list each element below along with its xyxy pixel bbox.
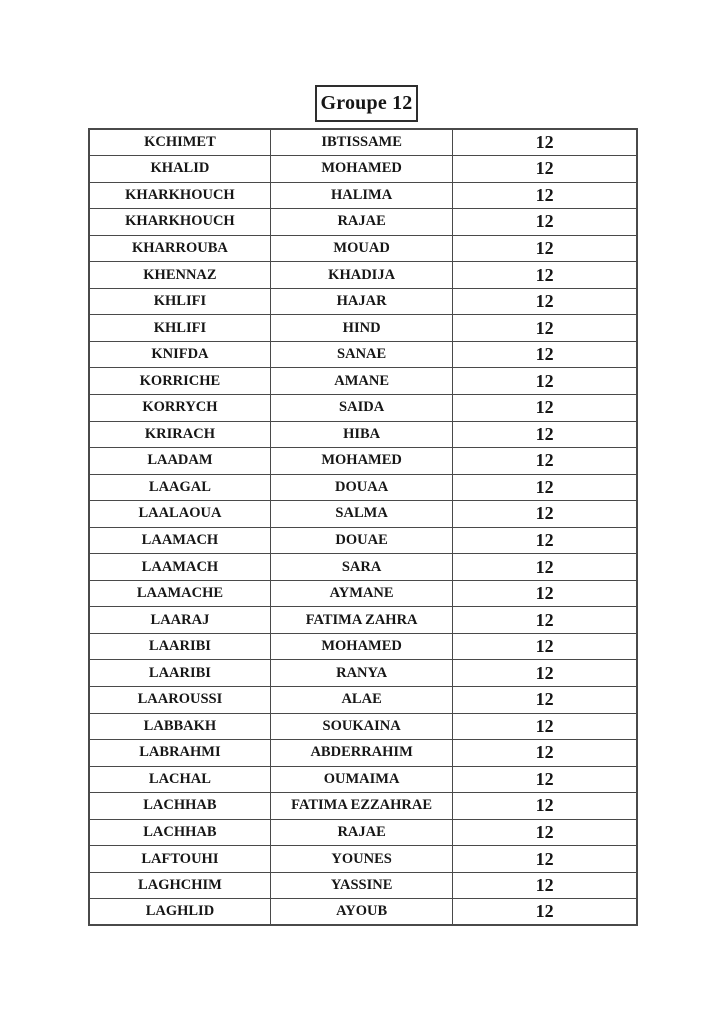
table-row [89, 554, 637, 581]
table-row [89, 713, 637, 740]
last-name-cell: LAALAOUA [89, 501, 270, 528]
group-cell: 12 [453, 129, 637, 156]
table-row [89, 793, 637, 820]
last-name-cell: KORRYCH [89, 394, 270, 421]
table-row [89, 448, 637, 475]
table-row [89, 633, 637, 660]
last-name-cell: LAARAJ [89, 607, 270, 634]
first-name-cell: YOUNES [270, 846, 452, 873]
table-row [89, 394, 637, 421]
last-name-cell: LAAGAL [89, 474, 270, 501]
first-name-cell: AYMANE [270, 580, 452, 607]
group-cell: 12 [453, 872, 637, 899]
table-row [89, 872, 637, 899]
last-name-cell: LAFTOUHI [89, 846, 270, 873]
table-row [89, 607, 637, 634]
group-cell: 12 [453, 899, 637, 926]
last-name-cell: KNIFDA [89, 341, 270, 368]
first-name-cell: YASSINE [270, 872, 452, 899]
group-title-box [315, 85, 418, 122]
group-cell: 12 [453, 713, 637, 740]
first-name-cell: DOUAE [270, 527, 452, 554]
first-name-cell: RAJAE [270, 209, 452, 236]
first-name-cell: HIND [270, 315, 452, 342]
last-name-cell: LAAMACHE [89, 580, 270, 607]
group-cell: 12 [453, 633, 637, 660]
group-cell: 12 [453, 235, 637, 262]
first-name-cell: FATIMA EZZAHRAE [270, 793, 452, 820]
table-row [89, 209, 637, 236]
table-row [89, 341, 637, 368]
last-name-cell: KHALID [89, 156, 270, 183]
last-name-cell: LAAMACH [89, 527, 270, 554]
group-cell: 12 [453, 182, 637, 209]
table-row [89, 182, 637, 209]
group-cell: 12 [453, 740, 637, 767]
first-name-cell: SANAE [270, 341, 452, 368]
table-row [89, 819, 637, 846]
table-row [89, 262, 637, 289]
group-cell: 12 [453, 819, 637, 846]
first-name-cell: IBTISSAME [270, 129, 452, 156]
student-roster-table [88, 128, 638, 926]
group-cell: 12 [453, 156, 637, 183]
table-row [89, 235, 637, 262]
table-row [89, 288, 637, 315]
last-name-cell: KHARKHOUCH [89, 182, 270, 209]
group-cell: 12 [453, 394, 637, 421]
last-name-cell: LAGHCHIM [89, 872, 270, 899]
table-row [89, 660, 637, 687]
first-name-cell: RAJAE [270, 819, 452, 846]
table-row [89, 580, 637, 607]
group-cell: 12 [453, 607, 637, 634]
first-name-cell: MOHAMED [270, 448, 452, 475]
group-cell: 12 [453, 474, 637, 501]
table-row [89, 156, 637, 183]
table-row [89, 368, 637, 395]
table-row [89, 740, 637, 767]
first-name-cell: MOUAD [270, 235, 452, 262]
group-cell: 12 [453, 766, 637, 793]
group-cell: 12 [453, 288, 637, 315]
last-name-cell: LACHAL [89, 766, 270, 793]
last-name-cell: LAAMACH [89, 554, 270, 581]
first-name-cell: SOUKAINA [270, 713, 452, 740]
group-cell: 12 [453, 554, 637, 581]
group-cell: 12 [453, 341, 637, 368]
table-row [89, 766, 637, 793]
last-name-cell: LAAROUSSI [89, 686, 270, 713]
first-name-cell: HAJAR [270, 288, 452, 315]
first-name-cell: OUMAIMA [270, 766, 452, 793]
table-row [89, 527, 637, 554]
group-cell: 12 [453, 580, 637, 607]
last-name-cell: KHARROUBA [89, 235, 270, 262]
last-name-cell: LABBAKH [89, 713, 270, 740]
group-cell: 12 [453, 368, 637, 395]
last-name-cell: KHLIFI [89, 288, 270, 315]
group-cell: 12 [453, 262, 637, 289]
first-name-cell: AMANE [270, 368, 452, 395]
first-name-cell: SAIDA [270, 394, 452, 421]
group-cell: 12 [453, 421, 637, 448]
table-row [89, 421, 637, 448]
last-name-cell: KORRICHE [89, 368, 270, 395]
group-cell: 12 [453, 686, 637, 713]
first-name-cell: HIBA [270, 421, 452, 448]
first-name-cell: ALAE [270, 686, 452, 713]
first-name-cell: FATIMA ZAHRA [270, 607, 452, 634]
last-name-cell: KHARKHOUCH [89, 209, 270, 236]
table-row [89, 315, 637, 342]
last-name-cell: KHLIFI [89, 315, 270, 342]
last-name-cell: LABRAHMI [89, 740, 270, 767]
group-cell: 12 [453, 660, 637, 687]
last-name-cell: LAARIBI [89, 633, 270, 660]
table-row [89, 686, 637, 713]
group-title-label: Groupe 12 [320, 92, 413, 114]
group-cell: 12 [453, 846, 637, 873]
first-name-cell: HALIMA [270, 182, 452, 209]
group-cell: 12 [453, 527, 637, 554]
last-name-cell: LACHHAB [89, 793, 270, 820]
first-name-cell: MOHAMED [270, 633, 452, 660]
table-row [89, 501, 637, 528]
first-name-cell: SARA [270, 554, 452, 581]
first-name-cell: RANYA [270, 660, 452, 687]
student-table-body [89, 129, 637, 925]
last-name-cell: KCHIMET [89, 129, 270, 156]
group-cell: 12 [453, 209, 637, 236]
last-name-cell: LAADAM [89, 448, 270, 475]
last-name-cell: KHENNAZ [89, 262, 270, 289]
last-name-cell: LAARIBI [89, 660, 270, 687]
last-name-cell: LAGHLID [89, 899, 270, 926]
group-cell: 12 [453, 315, 637, 342]
last-name-cell: KRIRACH [89, 421, 270, 448]
first-name-cell: KHADIJA [270, 262, 452, 289]
first-name-cell: ABDERRAHIM [270, 740, 452, 767]
table-row [89, 474, 637, 501]
first-name-cell: DOUAA [270, 474, 452, 501]
group-cell: 12 [453, 793, 637, 820]
table-row [89, 846, 637, 873]
last-name-cell: LACHHAB [89, 819, 270, 846]
group-cell: 12 [453, 501, 637, 528]
group-cell: 12 [453, 448, 637, 475]
table-row [89, 899, 637, 926]
first-name-cell: MOHAMED [270, 156, 452, 183]
table-row [89, 129, 637, 156]
first-name-cell: SALMA [270, 501, 452, 528]
first-name-cell: AYOUB [270, 899, 452, 926]
